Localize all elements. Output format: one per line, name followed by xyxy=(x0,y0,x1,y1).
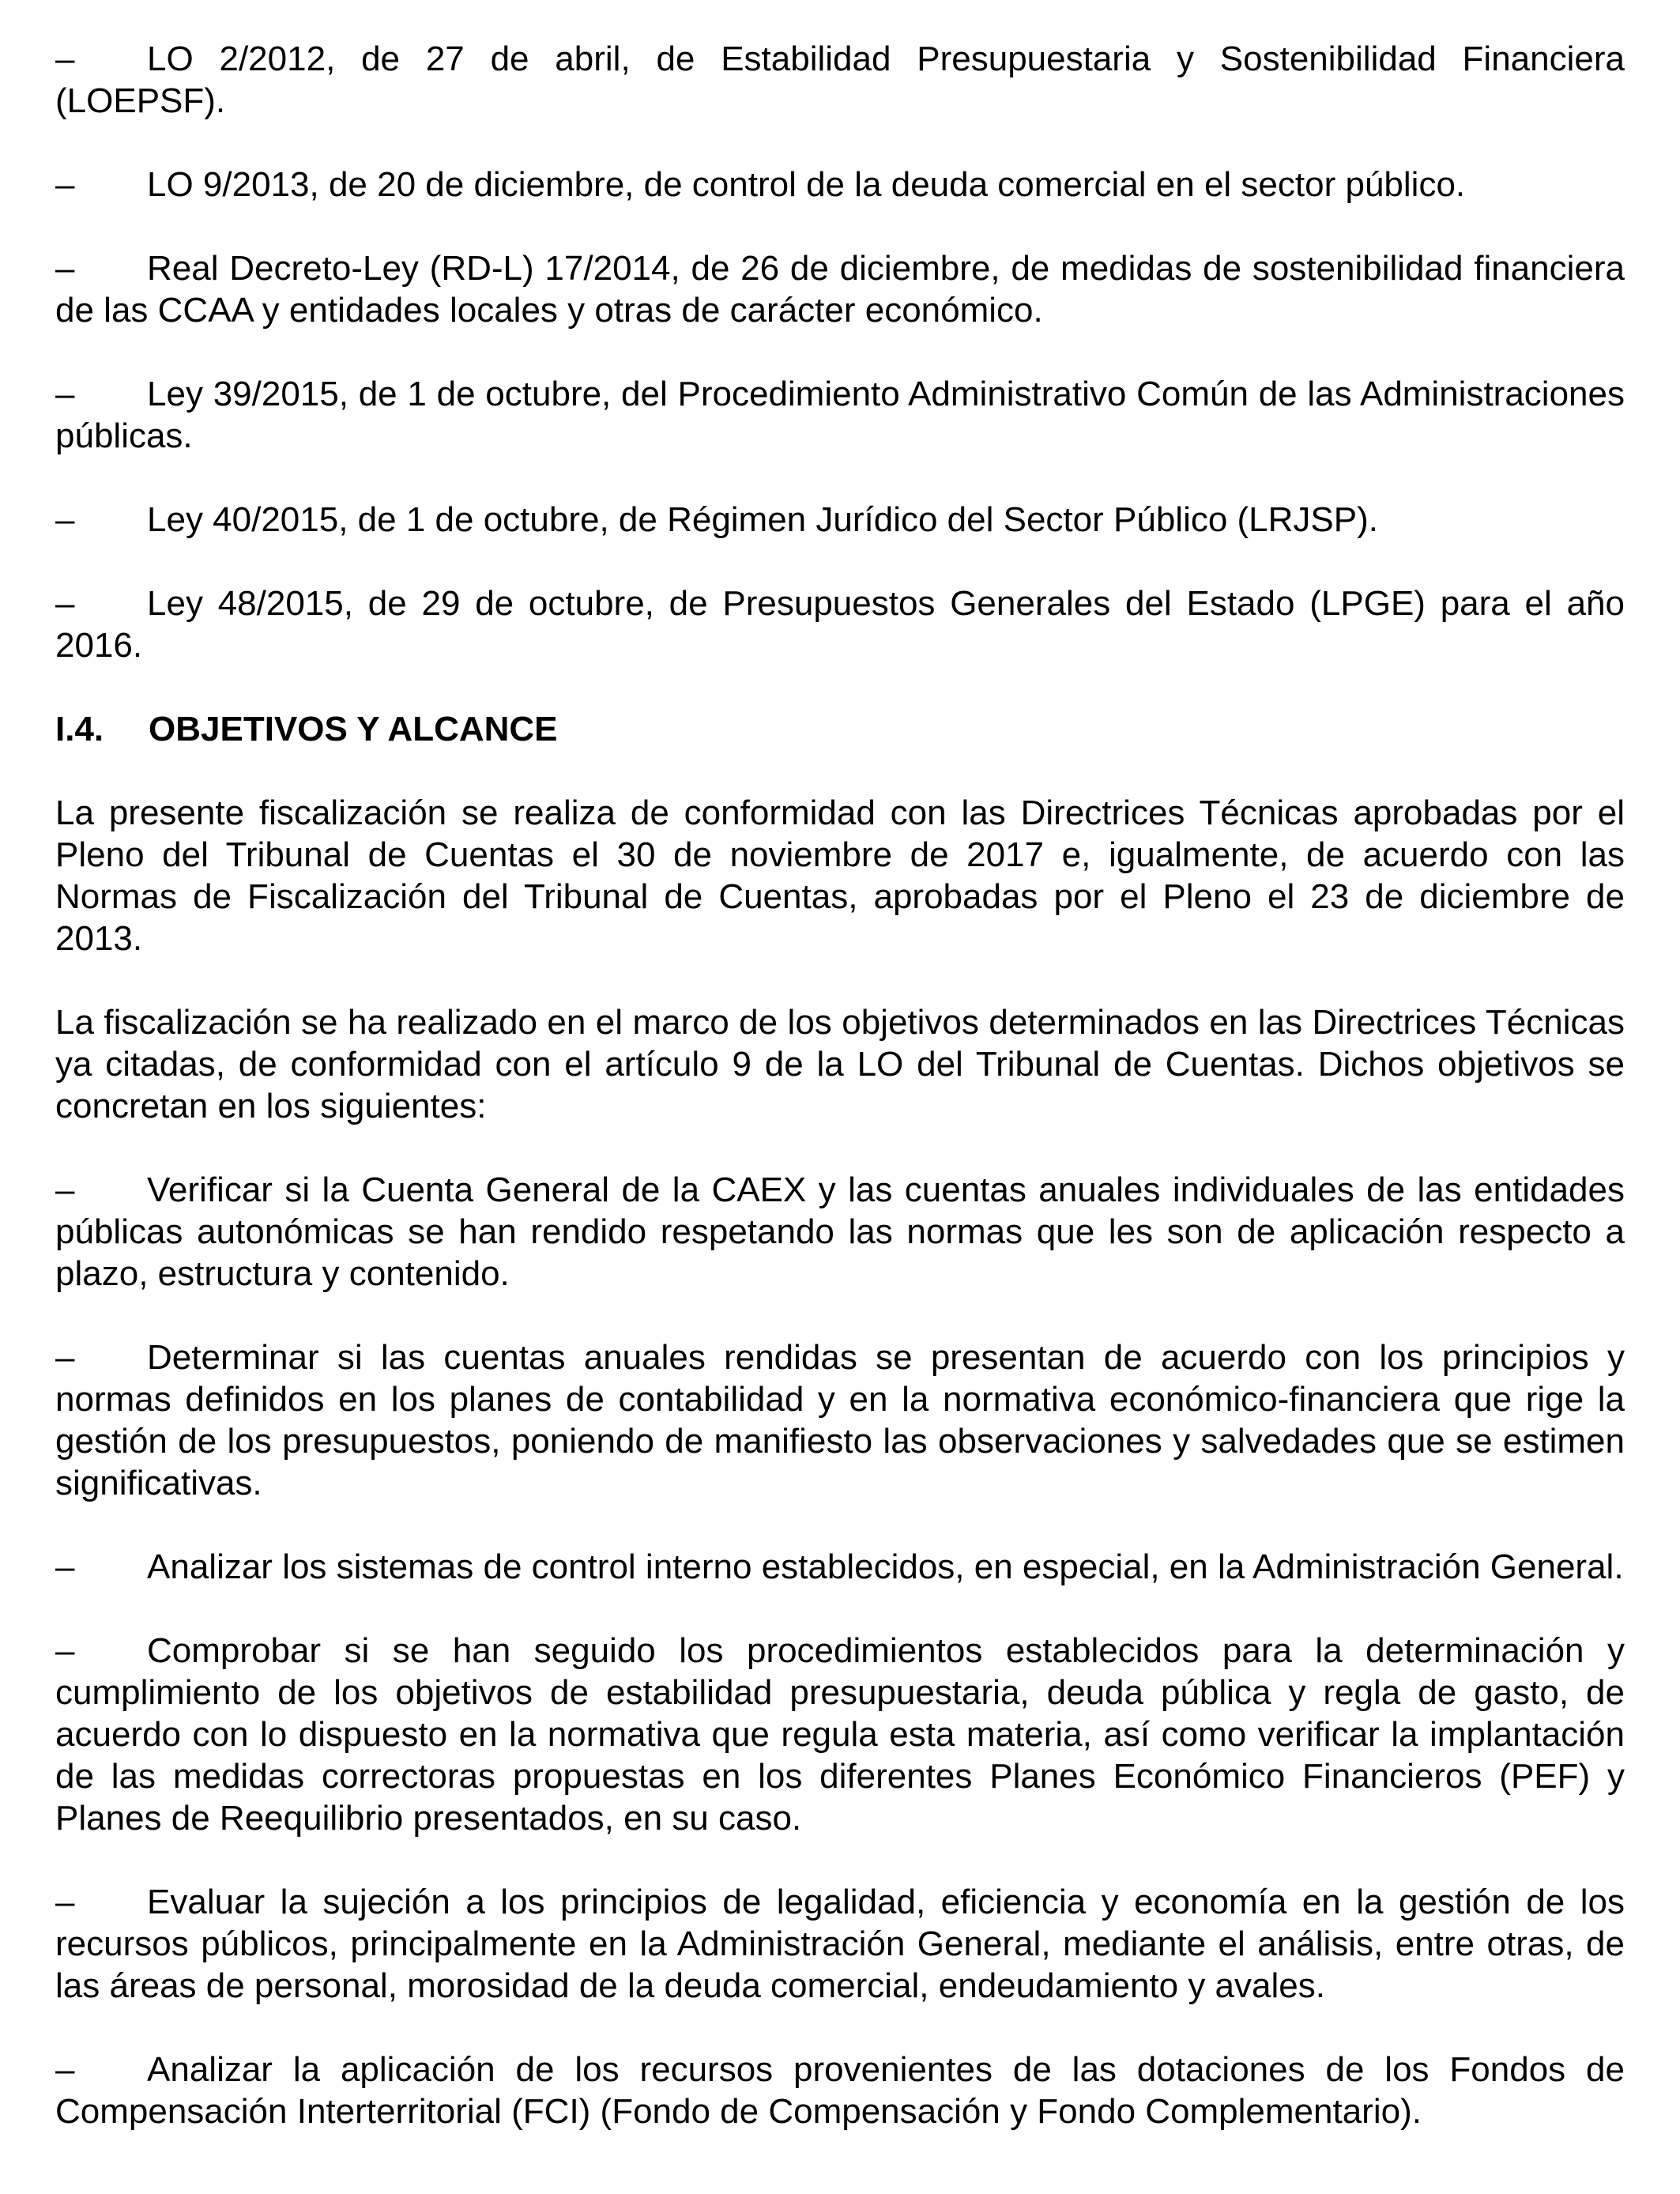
dash-bullet: – xyxy=(55,249,75,288)
objective-item xyxy=(55,1630,1625,1839)
objective-item xyxy=(55,1546,1625,1588)
objective-text: Determinar si las cuentas anuales rendidas se presentan de acuerdo con los principios y normas definidos en los planes de contabilidad y en la normativa económico-financiera que rige la gestión de los presupuestos, poniendo de manifiesto las observaciones y salvedades que se estimen significativas. xyxy=(55,1338,1625,1502)
dash-bullet: – xyxy=(55,375,75,413)
objective-item xyxy=(55,1881,1625,2007)
section-number: I.4. xyxy=(55,710,104,748)
dash-bullet: – xyxy=(55,1171,75,1209)
legal-ref-text: Real Decreto-Ley (RD-L) 17/2014, de 26 de diciembre, de medidas de sostenibilidad financiera de las CCAA y entidades locales y otras de carácter económico. xyxy=(55,249,1625,330)
legal-ref-item xyxy=(55,164,1625,205)
document-page xyxy=(55,38,1625,2174)
legal-ref-text: LO 2/2012, de 27 de abril, de Estabilidad Presupuestaria y Sostenibilidad Financiera (LOEPSF). xyxy=(55,40,1625,120)
legal-ref-item xyxy=(55,582,1625,666)
legal-ref-text: LO 9/2013, de 20 de diciembre, de control de la deuda comercial en el sector público. xyxy=(147,165,1466,204)
dash-bullet: – xyxy=(55,584,75,623)
dash-bullet: – xyxy=(55,1631,75,1670)
objective-text: Evaluar la sujeción a los principios de legalidad, eficiencia y economía en la gestión de los recursos públicos, principalmente en la Administración General, mediante el análisis, entre otras, de las áreas de personal, morosidad de la deuda comercial, endeudamiento y avales. xyxy=(55,1883,1625,2005)
objective-text: Comprobar si se han seguido los procedimientos establecidos para la determinación y cumplimiento de los objetivos de estabilidad presupuestaria, deuda pública y regla de gasto, de acuerdo con lo dispuesto en la normativa que regula esta materia, así como verificar la implantación de las medidas correctoras propuestas en los diferentes Planes Económico Financieros (PEF) y Planes de Reequilibrio presentados, en su caso. xyxy=(55,1631,1625,1838)
legal-ref-text: Ley 40/2015, de 1 de octubre, de Régimen Jurídico del Sector Público (LRJSP). xyxy=(147,500,1379,539)
legal-ref-text: Ley 39/2015, de 1 de octubre, del Procedimiento Administrativo Común de las Administraciones públicas. xyxy=(55,375,1625,455)
dash-bullet: – xyxy=(55,1547,75,1586)
legal-ref-item xyxy=(55,247,1625,331)
objective-text: Analizar la aplicación de los recursos provenientes de las dotaciones de los Fondos de Compensación Interterritorial (FCI) (Fondo de Compensación y Fondo Complementario). xyxy=(55,2050,1625,2131)
section-title: OBJETIVOS Y ALCANCE xyxy=(149,710,558,748)
objective-item xyxy=(55,1336,1625,1504)
legal-ref-item xyxy=(55,373,1625,457)
body-paragraph: La presente fiscalización se realiza de conformidad con las Directrices Técnicas aprobadas por el Pleno del Tribunal de Cuentas el 30 de noviembre de 2017 e, igualmente, de acuerdo con las Normas de Fiscalización del Tribunal de Cuentas, aprobadas por el Pleno el 23 de diciembre de 2013. xyxy=(55,794,1625,958)
dash-bullet: – xyxy=(55,2050,75,2089)
section-heading xyxy=(55,708,1625,750)
dash-bullet: – xyxy=(55,1883,75,1921)
dash-bullet: – xyxy=(55,165,75,204)
objective-text: Verificar si la Cuenta General de la CAEX y las cuentas anuales individuales de las entidades públicas autonómicas se han rendido respetando las normas que les son de aplicación respecto a plazo, estructura y contenido. xyxy=(55,1171,1625,1293)
legal-ref-item xyxy=(55,499,1625,541)
objective-item xyxy=(55,1169,1625,1295)
dash-bullet: – xyxy=(55,1338,75,1377)
legal-ref-item xyxy=(55,38,1625,122)
body-paragraph: La fiscalización se ha realizado en el marco de los objetivos determinados en las Directrices Técnicas ya citadas, de conformidad con el artículo 9 de la LO del Tribunal de Cuentas. Dichos objetivos se concretan en los siguientes: xyxy=(55,1003,1625,1125)
legal-ref-text: Ley 48/2015, de 29 de octubre, de Presupuestos Generales del Estado (LPGE) para el año 2016. xyxy=(55,584,1625,665)
dash-bullet: – xyxy=(55,40,75,78)
objective-item xyxy=(55,2049,1625,2132)
objective-text: Analizar los sistemas de control interno establecidos, en especial, en la Administración General. xyxy=(147,1547,1624,1586)
dash-bullet: – xyxy=(55,500,75,539)
